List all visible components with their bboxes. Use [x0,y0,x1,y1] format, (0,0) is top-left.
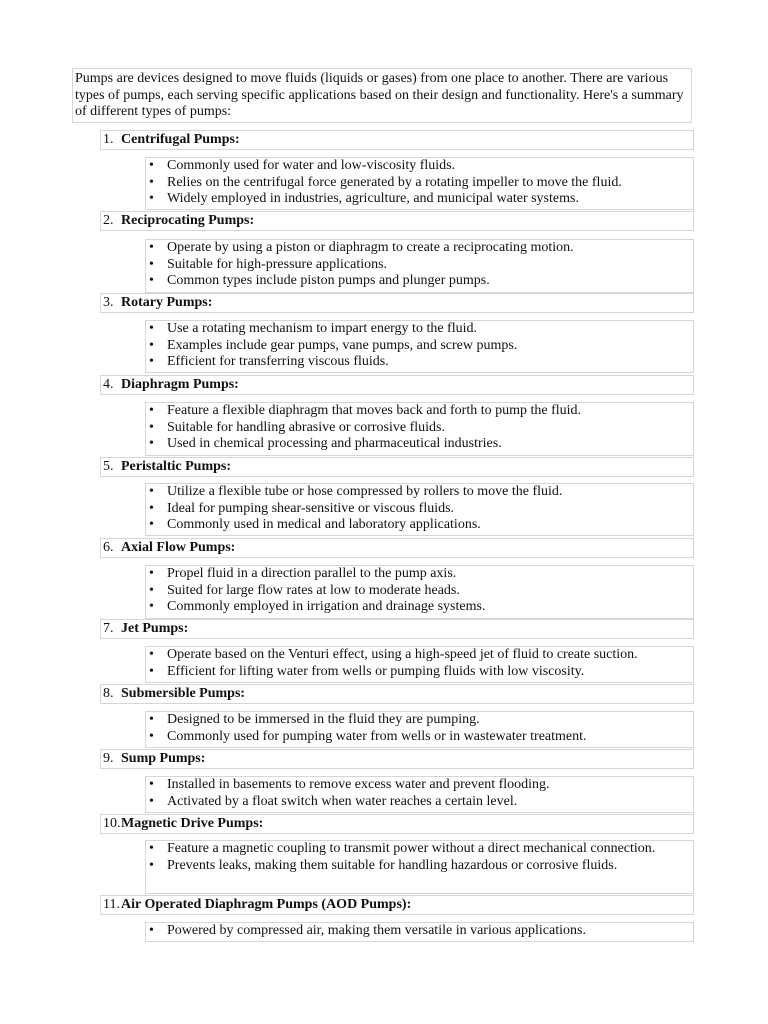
list-item [148,321,689,338]
bullet-list [145,239,694,293]
bullet-list [145,646,694,683]
list-item-text: Operate by using a piston or diaphragm to create a reciprocating motion. [167,240,574,255]
list-item [148,664,689,681]
bullet-icon: • [149,582,154,598]
section-title: Axial Flow Pumps: [121,540,236,555]
list-item [148,923,689,940]
list-item [148,599,689,616]
bullet-icon: • [149,663,154,679]
bullet-list [145,565,694,619]
section-number: 7. [103,621,114,636]
bullet-list [145,157,694,210]
intro-paragraph: Pumps are devices designed to move fluids (liquids or gases) from one place to another. There are various types of pumps, each serving specific applications based on their design and functionality. Here's a summary of different types of pumps: [72,68,692,123]
list-item-text: Examples include gear pumps, vane pumps, and screw pumps. [167,337,518,353]
section-heading [100,749,694,769]
list-item [148,647,689,664]
section-title: Peristaltic Pumps: [121,459,232,474]
bullet-icon: • [149,273,154,288]
list-item-text: Commonly used for pumping water from wells or in wastewater treatment. [167,728,587,744]
list-item [148,338,689,355]
list-item-text: Propel fluid in a direction parallel to the pump axis. [167,566,457,581]
bullet-list [145,320,694,373]
section-title: Magnetic Drive Pumps: [121,816,264,831]
section-heading [100,375,694,395]
list-item [148,484,689,501]
list-item [148,501,689,518]
section-number: 3. [103,295,114,310]
section-number: 11. [103,897,120,912]
list-item-text: Suitable for handling abrasive or corrosive fluids. [167,419,445,435]
section-title: Sump Pumps: [121,751,206,766]
list-item-text: Widely employed in industries, agriculture, and municipal water systems. [167,191,579,206]
list-item [148,777,689,794]
section-heading [100,457,694,477]
list-item-text: Activated by a float switch when water reaches a certain level. [167,793,518,809]
section-heading [100,130,694,150]
list-item [148,858,689,875]
list-item [148,712,689,729]
section-number: 9. [103,751,114,766]
section-title: Rotary Pumps: [121,295,213,310]
list-item [148,729,689,746]
bullet-icon: • [149,857,154,873]
list-item [148,794,689,811]
bullet-icon: • [149,517,154,532]
list-item [148,436,689,453]
section-heading [100,619,694,639]
list-item [148,583,689,600]
section-title: Air Operated Diaphragm Pumps (AOD Pumps): [121,897,412,912]
list-item-text: Designed to be immersed in the fluid they are pumping. [167,712,480,727]
section-number: 4. [103,377,114,392]
bullet-icon: • [149,256,154,272]
bullet-icon: • [149,793,154,809]
list-item-text: Suited for large flow rates at low to moderate heads. [167,582,460,598]
list-item [148,420,689,437]
bullet-icon: • [149,419,154,435]
bullet-icon: • [149,191,154,206]
bullet-list [145,840,694,894]
list-item-text: Powered by compressed air, making them versatile in various applications. [167,923,586,938]
bullet-list [145,402,694,456]
section-title: Diaphragm Pumps: [121,377,239,392]
list-item [148,403,689,420]
list-item-text: Efficient for transferring viscous fluids. [167,354,389,369]
bullet-icon: • [149,500,154,516]
bullet-icon: • [149,354,154,369]
bullet-list [145,922,694,942]
bullet-icon: • [149,436,154,451]
list-item [148,517,689,534]
list-item-text: Feature a magnetic coupling to transmit power without a direct mechanical connection. [167,841,656,856]
list-item-text: Prevents leaks, making them suitable for handling hazardous or corrosive fluids. [167,857,618,873]
list-item-text: Feature a flexible diaphragm that moves back and forth to pump the fluid. [167,403,582,418]
list-item [148,841,689,858]
bullet-icon: • [149,337,154,353]
bullet-icon: • [149,728,154,744]
bullet-icon: • [149,174,154,190]
section-number: 1. [103,132,114,147]
bullet-list [145,776,694,813]
list-item-text: Commonly used for water and low-viscosity fluids. [167,158,456,173]
list-item-text: Operate based on the Venturi effect, using a high-speed jet of fluid to create suction. [167,647,638,662]
bullet-icon: • [149,484,154,499]
section-number: 8. [103,686,114,701]
list-item-text: Utilize a flexible tube or hose compressed by rollers to move the fluid. [167,484,563,499]
list-item [148,566,689,583]
section-title: Submersible Pumps: [121,686,246,701]
list-item [148,158,689,175]
list-item [148,191,689,208]
bullet-icon: • [149,777,154,792]
list-item [148,273,689,290]
section-heading [100,895,694,915]
section-number: 10. [103,816,121,831]
list-item [148,354,689,371]
list-item [148,240,689,257]
bullet-icon: • [149,158,154,173]
list-item-text: Installed in basements to remove excess water and prevent flooding. [167,777,550,792]
section-heading [100,814,694,834]
list-item [148,175,689,192]
bullet-icon: • [149,240,154,255]
section-number: 6. [103,540,114,555]
section-number: 2. [103,213,114,228]
bullet-list [145,483,694,536]
section-heading [100,211,694,231]
bullet-icon: • [149,403,154,418]
bullet-icon: • [149,841,154,856]
bullet-icon: • [149,647,154,662]
bullet-icon: • [149,923,154,938]
list-item-text: Efficient for lifting water from wells or pumping fluids with low viscosity. [167,663,585,679]
section-title: Reciprocating Pumps: [121,213,255,228]
bullet-icon: • [149,599,154,614]
list-item-text: Commonly used in medical and laboratory applications. [167,517,481,532]
section-heading [100,684,694,704]
section-title: Jet Pumps: [121,621,189,636]
bullet-icon: • [149,712,154,727]
list-item [148,257,689,274]
list-item-text: Commonly employed in irrigation and drainage systems. [167,599,486,614]
bullet-icon: • [149,321,154,336]
section-heading [100,293,694,313]
list-item-text: Common types include piston pumps and plunger pumps. [167,273,490,288]
section-title: Centrifugal Pumps: [121,132,240,147]
list-item-text: Relies on the centrifugal force generated by a rotating impeller to move the fluid. [167,174,622,190]
section-heading [100,538,694,558]
bullet-list [145,711,694,748]
bullet-icon: • [149,566,154,581]
section-number: 5. [103,459,114,474]
list-item-text: Ideal for pumping shear-sensitive or viscous fluids. [167,500,455,516]
list-item-text: Used in chemical processing and pharmaceutical industries. [167,436,502,451]
list-item-text: Use a rotating mechanism to impart energy to the fluid. [167,321,477,336]
list-item-text: Suitable for high-pressure applications. [167,256,388,272]
